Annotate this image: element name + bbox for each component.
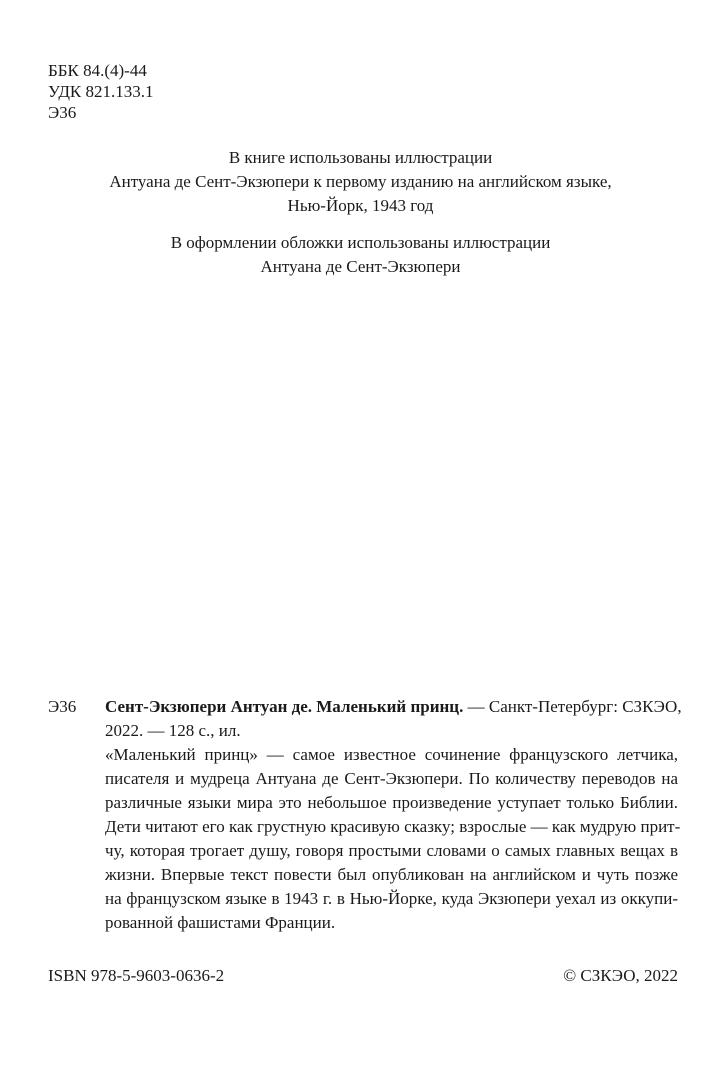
annotation-line: писателя и мудреца Антуана де Сент-Экзюпери. По количеству переводов на (105, 769, 678, 788)
author-mark: Э36 (48, 103, 77, 122)
annotation-line: различные языки мира это небольшое произведение уступает только Библии. (105, 793, 678, 812)
classification-codes (48, 60, 154, 123)
annotation-line: на французском языке в 1943 г. в Нью-Йорке, куда Экзюпери уехал из оккупи- (105, 889, 678, 908)
catalog-title: Сент-Экзюпери Антуан де. Маленький принц. (105, 697, 464, 716)
illustrations-note-line: В книге использованы иллюстрации (228, 148, 493, 167)
annotation-line: рованной фашистами Франции. (105, 913, 336, 932)
annotation-line: чу, которая трогает душу, говоря простыми словами о самых главных вещах в (105, 841, 678, 860)
illustrations-note (0, 146, 721, 218)
annotation-line: Дети читают его как грустную красивую сказку; взрослые — как мудрую прит- (105, 817, 681, 836)
annotation-line: «Маленький принц» — самое известное сочинение французского летчика, (105, 745, 678, 764)
illustrations-note-line: Нью-Йорк, 1943 год (287, 196, 434, 215)
isbn: ISBN 978-5-9603-0636-2 (48, 966, 225, 985)
catalog-author-mark: Э36 (48, 697, 77, 716)
bbk-code: ББК 84.(4)-44 (48, 61, 147, 80)
catalog-publisher: — Санкт-Петербург: СЗКЭО, (463, 697, 682, 716)
annotation (105, 743, 681, 935)
copyright: © СЗКЭО, 2022 (563, 966, 678, 985)
annotation-line: жизни. Впервые текст повести был опубликован на английском и чуть позже (105, 865, 678, 884)
cover-note-line: В оформлении обложки использованы иллюстрации (170, 233, 551, 252)
footer (48, 964, 678, 988)
illustrations-note-line: Антуана де Сент-Экзюпери к первому изданию на английском языке, (109, 172, 612, 191)
catalog-year-pages: 2022. — 128 с., ил. (105, 721, 241, 740)
udk-code: УДК 821.133.1 (48, 82, 154, 101)
cover-note-line: Антуана де Сент-Экзюпери (260, 257, 461, 276)
cover-note (0, 231, 721, 279)
catalog-entry (48, 695, 682, 935)
